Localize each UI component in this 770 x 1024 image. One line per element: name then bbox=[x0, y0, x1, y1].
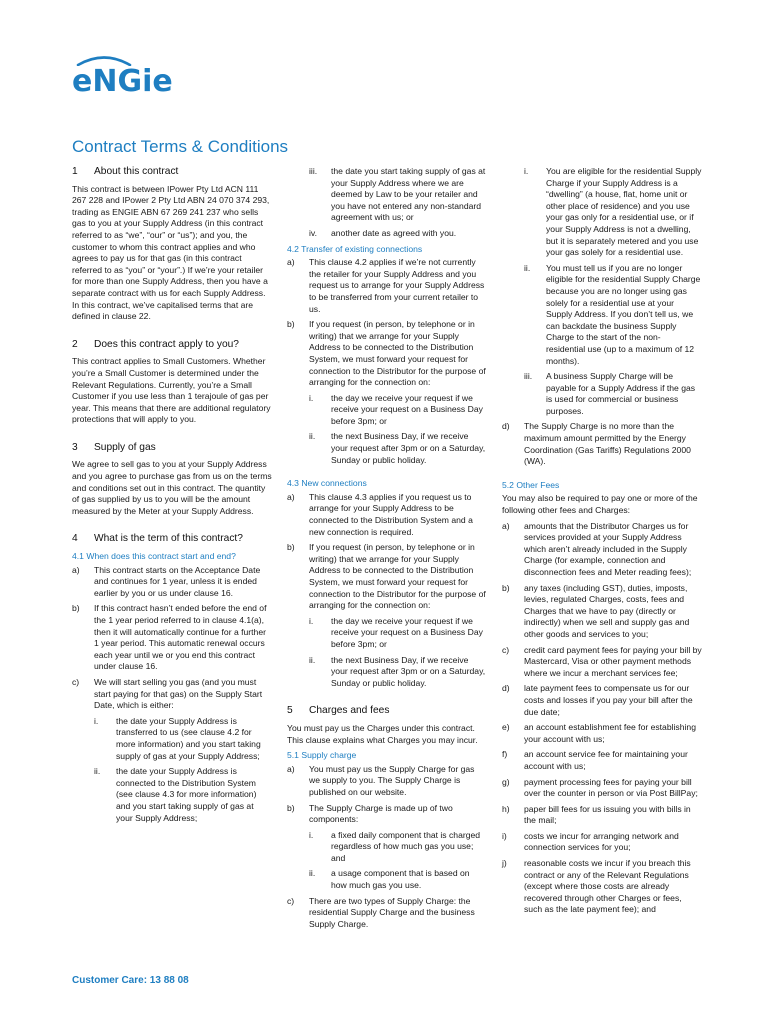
section-heading-5: 5 Charges and fees bbox=[287, 705, 390, 717]
sub-list-item: ii. You must tell us if you are no longer eligible for the residential Supply Charge because you are no longer using gas solely for a residential use at your Supply Address. If you don’t tell us, we can backdate the business Supply Charge to the start of the non- residential use (up to a maximum of 12 months). bbox=[524, 262, 701, 366]
list-item: c) We will start selling you gas (and you must start paying for that gas) on the Supply Start Date, which is either: bbox=[72, 676, 263, 711]
customer-care-footer: Customer Care: 13 88 08 bbox=[72, 975, 189, 986]
section-heading-4: 4 What is the term of this contract? bbox=[72, 533, 243, 545]
list-item: f) an account service fee for maintaining your account with us; bbox=[502, 749, 688, 771]
section-body-1: This contract is between IPower Pty Ltd ACN 111 267 228 and IPower 2 Pty Ltd ABN 24 070 374 293, trading as ENGIE ABN 67 269 241 237 who sells gas to you at your Supply Address (in this contract referred to as “we”, “our” or “us”); and you, the customer to whom this contract applies and who agrees to pay us for that gas (in this contract referred to as “you” or “your”.) If we’re your retailer for more than one Supply Address, then you have a separate contract with us for each Supply Address. In this contract, we’ve capitalised terms that are defined in clause 22. bbox=[72, 183, 270, 322]
list-item: b) The Supply Charge is made up of two components: bbox=[287, 802, 453, 825]
sub-list-item: ii. the date your Supply Address is connected to the Distribution System (see clause 4.3 for more information) and you start taking supply of gas at your Supply Address; bbox=[94, 766, 257, 823]
sub-list-item: i. You are eligible for the residential Supply Charge if your Supply Address is a “dwelling” (a house, flat, home unit or other place of residence) and you use your gas only for a residential use, or if your Supply Address is not a dwelling, but it is separately metered and you use your gas solely for a residential use. bbox=[524, 166, 702, 258]
sub-list-item: iv. another date as agreed with you. bbox=[309, 227, 457, 238]
list-item: d) late payment fees to compensate us for our costs and losses if you pay your bill after the due date; bbox=[502, 683, 693, 717]
subsection-5-1: 5.1 Supply charge bbox=[287, 750, 357, 761]
logo-arc-icon bbox=[76, 54, 132, 66]
list-item: g) payment processing fees for paying your bill over the counter in person or via Post BillPay; bbox=[502, 776, 698, 799]
column-2 bbox=[287, 166, 487, 934]
list-item: c) credit card payment fees for paying your bill by Mastercard, Visa or other payment methods where we incur a merchant services fee; bbox=[502, 644, 702, 678]
section-heading-3: 3 Supply of gas bbox=[72, 441, 156, 453]
list-item: a) This clause 4.3 applies if you request us to arrange for your Supply Address to be connected to the Distribution System and a new connection is required. bbox=[287, 491, 473, 537]
subsection-5-2: 5.2 Other Fees bbox=[502, 479, 560, 490]
sub-list-item: i. a fixed daily component that is charged regardless of how much gas you use; and bbox=[309, 829, 481, 863]
section-heading-1: 1 About this contract bbox=[72, 166, 179, 177]
sub-list-item: iii. the date you start taking supply of gas at your Supply Address where we are deemed by Law to be your retailer and you have not entered any non-standard agreement with us; or bbox=[309, 166, 486, 223]
sub-list-item: i. the date your Supply Address is transferred to us (see clause 4.2 for more information) and you start taking supply of gas at your Supply Address; bbox=[94, 715, 261, 761]
subsection-4-1: 4.1 When does this contract start and end? bbox=[72, 551, 236, 562]
list-item: i) costs we incur for arranging network and connection services for you; bbox=[502, 830, 679, 853]
section-body-2: This contract applies to Small Customers. Whether you’re a Small Customer is determined under the Relevant Regulations. Currently, you’re a Small Customer if you use less than 1 terajoule of gas per year. This means that there are additional regulatory protections that will apply to you. bbox=[72, 356, 271, 425]
engie-logo bbox=[72, 58, 173, 99]
list-item: e) an account establishment fee for establishing your account with us; bbox=[502, 722, 696, 744]
list-item: b) If you request (in person, by telephone or in writing) that we arrange for your Supply Address to be connected to the Distribution System, we must forward your request for connection to the Distributor for the purpose of arranging for the connection on: bbox=[287, 319, 486, 388]
column-1 bbox=[72, 166, 272, 828]
section-body-5: You must pay us the Charges under this contract. This clause explains what Charges you may incur. bbox=[287, 722, 478, 745]
sub-list-item: ii. the next Business Day, if we receive your request after 3pm or on a Saturday, Sunday or public holiday. bbox=[309, 431, 486, 465]
list-item: a) amounts that the Distributor Charges us for services provided at your Supply Address which aren’t already included in the Supply Charge (for example, connection and disconnection fees and Meter reading fees); bbox=[502, 520, 692, 577]
list-item: a) This clause 4.2 applies if we’re not currently the retailer for your Supply Address and you request us to arrange for your Supply Address to be transferred from your current retailer to us. bbox=[287, 257, 485, 314]
list-item: h) paper bill fees for us issuing you with bills in the mail; bbox=[502, 803, 691, 826]
section-body-3: We agree to sell gas to you at your Supply Address and you agree to purchase gas from us on the terms and conditions set out in this contract. The quantity of gas supplied by us to you will be the amount measured by the Meter at your Supply Address. bbox=[72, 459, 272, 516]
sub-list-item: i. the day we receive your request if we receive your request on a Business Day before 3pm; or bbox=[309, 615, 483, 649]
list-item: j) reasonable costs we incur if you breach this contract or any of the Relevant Regulations (except where those costs are already recovered through other Charges or fees, such as the late payment fee); and bbox=[502, 858, 691, 915]
list-item: a) This contract starts on the Acceptance Date and continues for 1 year, unless it is ended earlier by you or us under clause 16. bbox=[72, 564, 261, 598]
list-item: c) There are two types of Supply Charge: the residential Supply Charge and the business Supply Charge. bbox=[287, 895, 475, 929]
list-item: a) You must pay us the Supply Charge for gas we supply to you. The Supply Charge is published on our website. bbox=[287, 763, 475, 797]
list-item: b) If you request (in person, by telephone or in writing) that we arrange for your Supply Address to be connected to the Distribution System, we must forward your request for connection to the Distributor for the purpose of arranging for the connection on: bbox=[287, 542, 486, 611]
sub-list-item: ii. the next Business Day, if we receive your request after 3pm or on a Saturday, Sunday or public holiday. bbox=[309, 654, 486, 688]
list-item: d) The Supply Charge is no more than the maximum amount permitted by the Energy Coordination (Gas Tariffs) Regulations 2000 (WA). bbox=[502, 421, 691, 467]
column-3 bbox=[502, 166, 702, 920]
subsection-4-2: 4.2 Transfer of existing connections bbox=[287, 243, 423, 254]
list-item: b) any taxes (including GST), duties, imposts, levies, regulated Charges, costs, fees and Charges that we have to pay (directly or indirectly) when we sell and supply gas and other goods and services to you; bbox=[502, 582, 690, 639]
subsection-4-3: 4.3 New connections bbox=[287, 478, 367, 489]
section-heading-2: 2 Does this contract apply to you? bbox=[72, 338, 239, 350]
page-title: Contract Terms & Conditions bbox=[72, 137, 289, 156]
sub-list-item: ii. a usage component that is based on how much gas you use. bbox=[309, 868, 470, 891]
section-body-5-2: You may also be required to pay one or more of the following other fees and Charges: bbox=[502, 493, 698, 516]
sub-list-item: iii. A business Supply Charge will be payable for a Supply Address if the gas is used for commercial or business purposes. bbox=[524, 371, 696, 416]
list-item: b) If this contract hasn’t ended before the end of the 1 year period referred to in clause 4.1(a), then it will automatically continue for a further 1 year period. This automatic renewal occurs each year until we or you end this contract under clause 16. bbox=[72, 603, 267, 672]
logo-text: eNGie bbox=[72, 64, 173, 99]
sub-list-item: i. the day we receive your request if we receive your request on a Business Day before 3pm; or bbox=[309, 392, 483, 426]
